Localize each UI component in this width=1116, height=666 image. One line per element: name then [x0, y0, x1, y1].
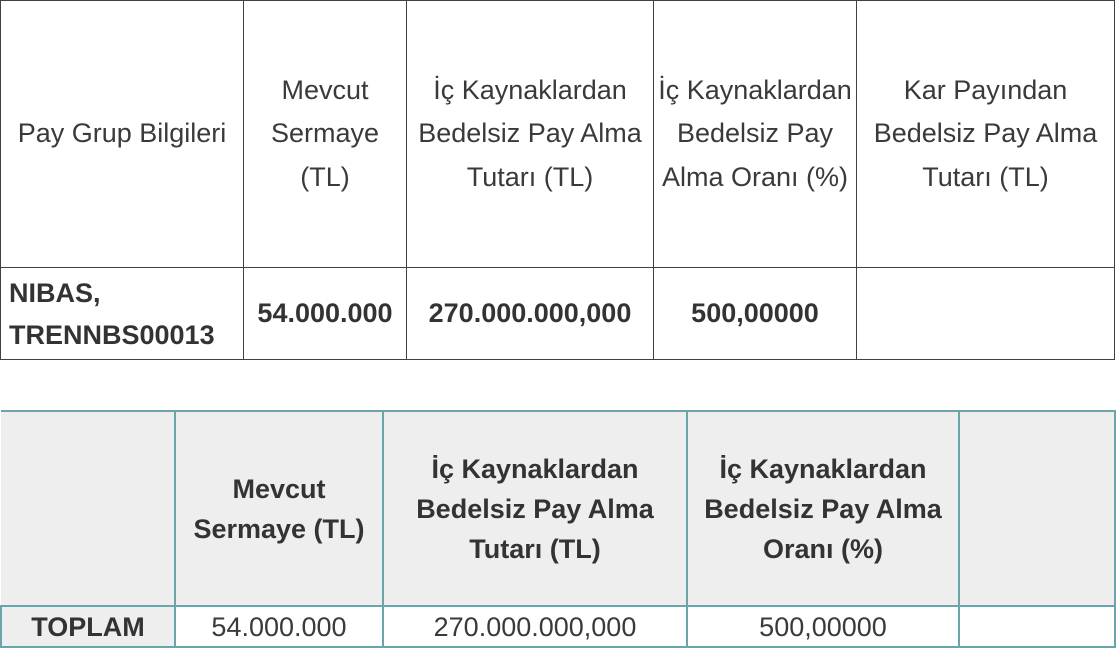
header-dividend-amount: Kar Payından Bedelsiz Pay Alma Tutarı (TL) [857, 1, 1115, 268]
header-bonus-amount: İç Kaynaklardan Bedelsiz Pay Alma Tutarı (TL) [383, 411, 687, 606]
table-header-row [1, 411, 1115, 606]
total-bonus-rate: 500,00000 [687, 606, 959, 647]
cell-capital: 54.000.000 [244, 268, 407, 360]
total-table [0, 410, 1116, 648]
header-capital: Mevcut Sermaye (TL) [244, 1, 407, 268]
header-bonus-rate: İç Kaynaklardan Bedelsiz Pay Alma Oranı (%) [654, 1, 857, 268]
total-label: TOPLAM [1, 606, 175, 647]
table-row [1, 268, 1115, 360]
cell-bonus-rate: 500,00000 [654, 268, 857, 360]
header-bonus-rate: İç Kaynaklardan Bedelsiz Pay Alma Oranı (%) [687, 411, 959, 606]
cell-dividend-amount [857, 268, 1115, 360]
cell-pay-group: NIBAS, TRENNBS00013 [1, 268, 244, 360]
table-header-row [1, 1, 1115, 268]
total-extra [959, 606, 1115, 647]
total-row [1, 606, 1115, 647]
total-capital: 54.000.000 [175, 606, 383, 647]
header-bonus-amount: İç Kaynaklardan Bedelsiz Pay Alma Tutarı (TL) [407, 1, 654, 268]
header-empty [1, 411, 175, 606]
header-capital: Mevcut Sermaye (TL) [175, 411, 383, 606]
cell-bonus-amount: 270.000.000,000 [407, 268, 654, 360]
header-extra [959, 411, 1115, 606]
header-pay-group: Pay Grup Bilgileri [1, 1, 244, 268]
total-bonus-amount: 270.000.000,000 [383, 606, 687, 647]
